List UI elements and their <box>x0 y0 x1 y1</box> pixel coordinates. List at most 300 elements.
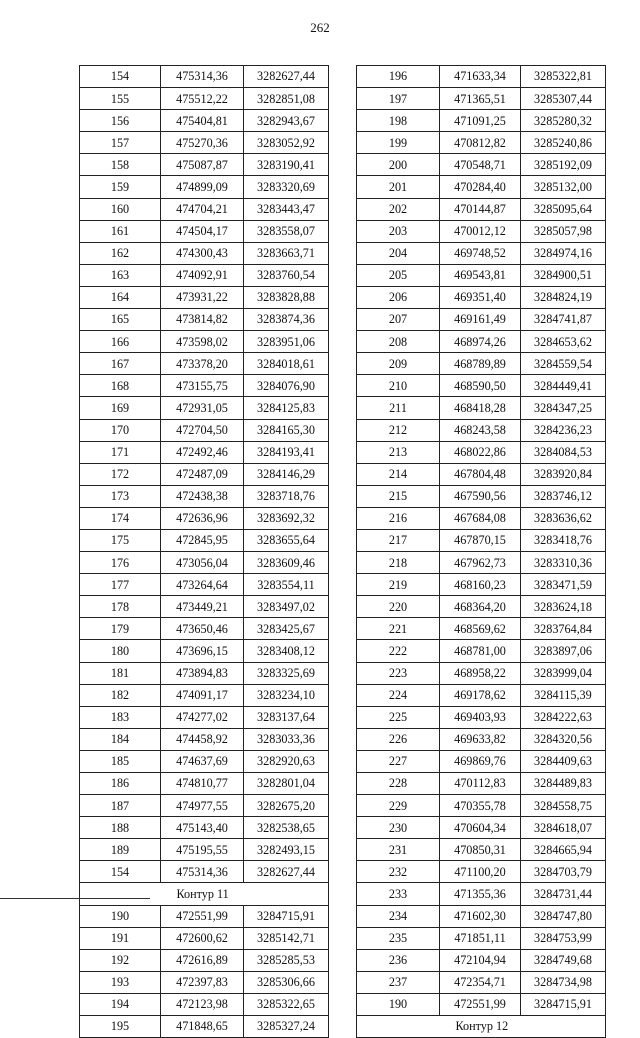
point-number: 169 <box>80 397 161 419</box>
point-number: 205 <box>357 264 440 286</box>
y-coordinate: 3283746,12 <box>521 485 606 507</box>
table-row <box>80 706 329 728</box>
y-coordinate: 3282627,44 <box>244 66 329 88</box>
point-number: 175 <box>80 529 161 551</box>
y-coordinate: 3283137,64 <box>244 706 329 728</box>
y-coordinate: 3284703,79 <box>521 861 606 883</box>
table-row <box>80 176 329 198</box>
table-row <box>80 529 329 551</box>
table-row <box>80 397 329 419</box>
point-number: 160 <box>80 198 161 220</box>
point-number: 154 <box>80 861 161 883</box>
x-coordinate: 471602,30 <box>440 905 521 927</box>
point-number: 158 <box>80 154 161 176</box>
table-row <box>357 993 606 1015</box>
y-coordinate: 3284146,29 <box>244 463 329 485</box>
table-row <box>80 773 329 795</box>
footer-rule <box>0 898 150 899</box>
x-coordinate: 469161,49 <box>440 309 521 331</box>
table-row <box>80 662 329 684</box>
table-row <box>80 971 329 993</box>
table-row <box>80 66 329 88</box>
table-row <box>80 596 329 618</box>
x-coordinate: 475143,40 <box>161 817 244 839</box>
table-row <box>357 618 606 640</box>
table-row <box>357 861 606 883</box>
x-coordinate: 469748,52 <box>440 242 521 264</box>
y-coordinate: 3284449,41 <box>521 375 606 397</box>
y-coordinate: 3283718,76 <box>244 485 329 507</box>
table-row <box>80 110 329 132</box>
y-coordinate: 3283325,69 <box>244 662 329 684</box>
point-number: 181 <box>80 662 161 684</box>
table-row <box>357 419 606 441</box>
y-coordinate: 3283655,64 <box>244 529 329 551</box>
table-row <box>357 242 606 264</box>
table-row <box>357 132 606 154</box>
x-coordinate: 473056,04 <box>161 552 244 574</box>
y-coordinate: 3285322,65 <box>244 993 329 1015</box>
table-row <box>357 375 606 397</box>
table-row <box>357 839 606 861</box>
point-number: 237 <box>357 971 440 993</box>
x-coordinate: 475404,81 <box>161 110 244 132</box>
y-coordinate: 3282943,67 <box>244 110 329 132</box>
point-number: 225 <box>357 706 440 728</box>
y-coordinate: 3284193,41 <box>244 441 329 463</box>
y-coordinate: 3284900,51 <box>521 264 606 286</box>
table-row <box>80 154 329 176</box>
point-number: 163 <box>80 264 161 286</box>
table-row <box>357 750 606 772</box>
table-row <box>357 463 606 485</box>
contour-row <box>357 1016 606 1038</box>
point-number: 203 <box>357 220 440 242</box>
table-row <box>357 883 606 905</box>
x-coordinate: 472636,96 <box>161 507 244 529</box>
table-row <box>357 220 606 242</box>
x-coordinate: 475512,22 <box>161 88 244 110</box>
right-coordinates-table <box>356 65 606 1038</box>
x-coordinate: 470850,31 <box>440 839 521 861</box>
x-coordinate: 471091,25 <box>440 110 521 132</box>
point-number: 235 <box>357 927 440 949</box>
table-row <box>80 331 329 353</box>
point-number: 227 <box>357 750 440 772</box>
point-number: 176 <box>80 552 161 574</box>
point-number: 173 <box>80 485 161 507</box>
point-number: 187 <box>80 795 161 817</box>
y-coordinate: 3282493,15 <box>244 839 329 861</box>
table-row <box>357 441 606 463</box>
point-number: 221 <box>357 618 440 640</box>
point-number: 220 <box>357 596 440 618</box>
y-coordinate: 3284347,25 <box>521 397 606 419</box>
table-row <box>357 88 606 110</box>
table-row <box>357 949 606 971</box>
y-coordinate: 3283874,36 <box>244 309 329 331</box>
point-number: 189 <box>80 839 161 861</box>
table-row <box>80 993 329 1015</box>
point-number: 216 <box>357 507 440 529</box>
y-coordinate: 3283418,76 <box>521 529 606 551</box>
x-coordinate: 475195,55 <box>161 839 244 861</box>
point-number: 183 <box>80 706 161 728</box>
y-coordinate: 3284731,44 <box>521 883 606 905</box>
point-number: 217 <box>357 529 440 551</box>
y-coordinate: 3283425,67 <box>244 618 329 640</box>
y-coordinate: 3284222,63 <box>521 706 606 728</box>
x-coordinate: 472551,99 <box>161 905 244 927</box>
table-row <box>80 552 329 574</box>
x-coordinate: 470812,82 <box>440 132 521 154</box>
y-coordinate: 3285132,00 <box>521 176 606 198</box>
x-coordinate: 470144,87 <box>440 198 521 220</box>
point-number: 211 <box>357 397 440 419</box>
x-coordinate: 467870,15 <box>440 529 521 551</box>
y-coordinate: 3283558,07 <box>244 220 329 242</box>
y-coordinate: 3284165,30 <box>244 419 329 441</box>
point-number: 233 <box>357 883 440 905</box>
y-coordinate: 3282801,04 <box>244 773 329 795</box>
table-row <box>357 110 606 132</box>
table-row <box>357 662 606 684</box>
point-number: 177 <box>80 574 161 596</box>
x-coordinate: 469178,62 <box>440 684 521 706</box>
y-coordinate: 3285306,66 <box>244 971 329 993</box>
x-coordinate: 472492,46 <box>161 441 244 463</box>
table-row <box>80 264 329 286</box>
y-coordinate: 3284618,07 <box>521 817 606 839</box>
x-coordinate: 474092,91 <box>161 264 244 286</box>
point-number: 154 <box>80 66 161 88</box>
y-coordinate: 3285280,32 <box>521 110 606 132</box>
point-number: 192 <box>80 949 161 971</box>
table-row <box>80 375 329 397</box>
point-number: 172 <box>80 463 161 485</box>
y-coordinate: 3284489,83 <box>521 773 606 795</box>
y-coordinate: 3284558,75 <box>521 795 606 817</box>
y-coordinate: 3283033,36 <box>244 728 329 750</box>
y-coordinate: 3283443,47 <box>244 198 329 220</box>
table-row <box>80 795 329 817</box>
point-number: 155 <box>80 88 161 110</box>
y-coordinate: 3283663,71 <box>244 242 329 264</box>
x-coordinate: 474977,55 <box>161 795 244 817</box>
table-row <box>80 640 329 662</box>
y-coordinate: 3283999,04 <box>521 662 606 684</box>
table-row <box>80 463 329 485</box>
table-row <box>80 618 329 640</box>
point-number: 206 <box>357 286 440 308</box>
table-row <box>357 198 606 220</box>
contour-label: Контур 11 <box>161 883 329 905</box>
table-row <box>357 905 606 927</box>
y-coordinate: 3283234,10 <box>244 684 329 706</box>
y-coordinate: 3285057,98 <box>521 220 606 242</box>
point-number: 179 <box>80 618 161 640</box>
table-row <box>357 728 606 750</box>
table-row <box>80 220 329 242</box>
x-coordinate: 474704,21 <box>161 198 244 220</box>
table-row <box>357 309 606 331</box>
x-coordinate: 468569,62 <box>440 618 521 640</box>
point-number: 197 <box>357 88 440 110</box>
point-number: 156 <box>80 110 161 132</box>
x-coordinate: 471355,36 <box>440 883 521 905</box>
point-number: 168 <box>80 375 161 397</box>
point-number: 232 <box>357 861 440 883</box>
point-number: 222 <box>357 640 440 662</box>
point-number: 195 <box>80 1016 161 1038</box>
point-number: 204 <box>357 242 440 264</box>
y-coordinate: 3283764,84 <box>521 618 606 640</box>
page-number: 262 <box>310 20 330 35</box>
y-coordinate: 3284715,91 <box>244 905 329 927</box>
x-coordinate: 470112,83 <box>440 773 521 795</box>
table-row <box>357 286 606 308</box>
x-coordinate: 470012,12 <box>440 220 521 242</box>
table-row <box>80 286 329 308</box>
table-row <box>357 773 606 795</box>
x-coordinate: 470355,78 <box>440 795 521 817</box>
y-coordinate: 3282538,65 <box>244 817 329 839</box>
x-coordinate: 474458,92 <box>161 728 244 750</box>
contour-row <box>80 883 329 905</box>
y-coordinate: 3283624,18 <box>521 596 606 618</box>
point-number: 210 <box>357 375 440 397</box>
x-coordinate: 469633,82 <box>440 728 521 750</box>
contour-spacer <box>80 883 161 905</box>
point-number: 214 <box>357 463 440 485</box>
y-coordinate: 3283636,62 <box>521 507 606 529</box>
y-coordinate: 3283951,06 <box>244 331 329 353</box>
point-number: 178 <box>80 596 161 618</box>
x-coordinate: 473894,83 <box>161 662 244 684</box>
point-number: 230 <box>357 817 440 839</box>
x-coordinate: 472704,50 <box>161 419 244 441</box>
point-number: 207 <box>357 309 440 331</box>
table-row <box>80 684 329 706</box>
table-row <box>357 706 606 728</box>
left-coordinates-table <box>79 65 329 1038</box>
y-coordinate: 3285192,09 <box>521 154 606 176</box>
table-row <box>80 507 329 529</box>
y-coordinate: 3284715,91 <box>521 993 606 1015</box>
x-coordinate: 473931,22 <box>161 286 244 308</box>
point-number: 185 <box>80 750 161 772</box>
x-coordinate: 468418,28 <box>440 397 521 419</box>
y-coordinate: 3284076,90 <box>244 375 329 397</box>
x-coordinate: 467804,48 <box>440 463 521 485</box>
y-coordinate: 3284824,19 <box>521 286 606 308</box>
table-row <box>80 728 329 750</box>
point-number: 231 <box>357 839 440 861</box>
y-coordinate: 3283692,32 <box>244 507 329 529</box>
table-row <box>80 485 329 507</box>
point-number: 186 <box>80 773 161 795</box>
x-coordinate: 469403,93 <box>440 706 521 728</box>
table-row <box>80 353 329 375</box>
contour-label: Контур 12 <box>440 1016 606 1038</box>
x-coordinate: 469869,76 <box>440 750 521 772</box>
point-number: 190 <box>80 905 161 927</box>
table-row <box>357 154 606 176</box>
x-coordinate: 472931,05 <box>161 397 244 419</box>
y-coordinate: 3283828,88 <box>244 286 329 308</box>
table-row <box>357 596 606 618</box>
y-coordinate: 3284741,87 <box>521 309 606 331</box>
y-coordinate: 3285307,44 <box>521 88 606 110</box>
y-coordinate: 3283052,92 <box>244 132 329 154</box>
x-coordinate: 473814,82 <box>161 309 244 331</box>
point-number: 209 <box>357 353 440 375</box>
x-coordinate: 472616,89 <box>161 949 244 971</box>
table-row <box>80 750 329 772</box>
y-coordinate: 3283471,59 <box>521 574 606 596</box>
y-coordinate: 3284018,61 <box>244 353 329 375</box>
point-number: 213 <box>357 441 440 463</box>
y-coordinate: 3283190,41 <box>244 154 329 176</box>
table-row <box>80 949 329 971</box>
x-coordinate: 475314,36 <box>161 66 244 88</box>
x-coordinate: 474277,02 <box>161 706 244 728</box>
y-coordinate: 3283320,69 <box>244 176 329 198</box>
table-row <box>80 927 329 949</box>
point-number: 164 <box>80 286 161 308</box>
x-coordinate: 473650,46 <box>161 618 244 640</box>
contour-spacer <box>357 1016 440 1038</box>
table-row <box>357 640 606 662</box>
x-coordinate: 475314,36 <box>161 861 244 883</box>
point-number: 166 <box>80 331 161 353</box>
point-number: 224 <box>357 684 440 706</box>
y-coordinate: 3282920,63 <box>244 750 329 772</box>
x-coordinate: 467684,08 <box>440 507 521 529</box>
x-coordinate: 472397,83 <box>161 971 244 993</box>
table-row <box>80 905 329 927</box>
point-number: 194 <box>80 993 161 1015</box>
y-coordinate: 3285285,53 <box>244 949 329 971</box>
table-row <box>80 817 329 839</box>
point-number: 167 <box>80 353 161 375</box>
y-coordinate: 3285327,24 <box>244 1016 329 1038</box>
x-coordinate: 468974,26 <box>440 331 521 353</box>
x-coordinate: 475270,36 <box>161 132 244 154</box>
table-row <box>357 817 606 839</box>
y-coordinate: 3284559,54 <box>521 353 606 375</box>
y-coordinate: 3284125,83 <box>244 397 329 419</box>
point-number: 170 <box>80 419 161 441</box>
x-coordinate: 469351,40 <box>440 286 521 308</box>
y-coordinate: 3283897,06 <box>521 640 606 662</box>
x-coordinate: 474300,43 <box>161 242 244 264</box>
x-coordinate: 470604,34 <box>440 817 521 839</box>
table-row <box>357 353 606 375</box>
x-coordinate: 472354,71 <box>440 971 521 993</box>
x-coordinate: 468022,86 <box>440 441 521 463</box>
table-row <box>80 198 329 220</box>
y-coordinate: 3283760,54 <box>244 264 329 286</box>
x-coordinate: 473696,15 <box>161 640 244 662</box>
x-coordinate: 472123,98 <box>161 993 244 1015</box>
table-row <box>357 795 606 817</box>
table-row <box>80 1016 329 1038</box>
point-number: 219 <box>357 574 440 596</box>
point-number: 193 <box>80 971 161 993</box>
point-number: 226 <box>357 728 440 750</box>
table-row <box>80 132 329 154</box>
point-number: 208 <box>357 331 440 353</box>
point-number: 212 <box>357 419 440 441</box>
table-row <box>357 529 606 551</box>
point-number: 196 <box>357 66 440 88</box>
x-coordinate: 472845,95 <box>161 529 244 551</box>
y-coordinate: 3284974,16 <box>521 242 606 264</box>
x-coordinate: 473378,20 <box>161 353 244 375</box>
x-coordinate: 468781,00 <box>440 640 521 662</box>
x-coordinate: 473449,21 <box>161 596 244 618</box>
y-coordinate: 3284734,98 <box>521 971 606 993</box>
y-coordinate: 3284320,56 <box>521 728 606 750</box>
point-number: 190 <box>357 993 440 1015</box>
y-coordinate: 3283920,84 <box>521 463 606 485</box>
x-coordinate: 468590,50 <box>440 375 521 397</box>
point-number: 201 <box>357 176 440 198</box>
table-row <box>357 66 606 88</box>
table-row <box>357 331 606 353</box>
point-number: 162 <box>80 242 161 264</box>
x-coordinate: 472600,62 <box>161 927 244 949</box>
point-number: 171 <box>80 441 161 463</box>
y-coordinate: 3282627,44 <box>244 861 329 883</box>
table-row <box>357 397 606 419</box>
table-row <box>80 242 329 264</box>
point-number: 165 <box>80 309 161 331</box>
y-coordinate: 3284665,94 <box>521 839 606 861</box>
point-number: 159 <box>80 176 161 198</box>
y-coordinate: 3283554,11 <box>244 574 329 596</box>
point-number: 223 <box>357 662 440 684</box>
point-number: 200 <box>357 154 440 176</box>
table-row <box>357 574 606 596</box>
table-row <box>357 927 606 949</box>
point-number: 202 <box>357 198 440 220</box>
x-coordinate: 474504,17 <box>161 220 244 242</box>
x-coordinate: 471851,11 <box>440 927 521 949</box>
y-coordinate: 3283310,36 <box>521 552 606 574</box>
x-coordinate: 471365,51 <box>440 88 521 110</box>
x-coordinate: 475087,87 <box>161 154 244 176</box>
x-coordinate: 472487,09 <box>161 463 244 485</box>
y-coordinate: 3284747,80 <box>521 905 606 927</box>
x-coordinate: 473155,75 <box>161 375 244 397</box>
x-coordinate: 470284,40 <box>440 176 521 198</box>
y-coordinate: 3284753,99 <box>521 927 606 949</box>
point-number: 180 <box>80 640 161 662</box>
table-row <box>357 971 606 993</box>
x-coordinate: 468243,58 <box>440 419 521 441</box>
x-coordinate: 468364,20 <box>440 596 521 618</box>
y-coordinate: 3285322,81 <box>521 66 606 88</box>
point-number: 157 <box>80 132 161 154</box>
y-coordinate: 3284236,23 <box>521 419 606 441</box>
point-number: 184 <box>80 728 161 750</box>
point-number: 228 <box>357 773 440 795</box>
y-coordinate: 3282675,20 <box>244 795 329 817</box>
x-coordinate: 471848,65 <box>161 1016 244 1038</box>
x-coordinate: 468160,23 <box>440 574 521 596</box>
